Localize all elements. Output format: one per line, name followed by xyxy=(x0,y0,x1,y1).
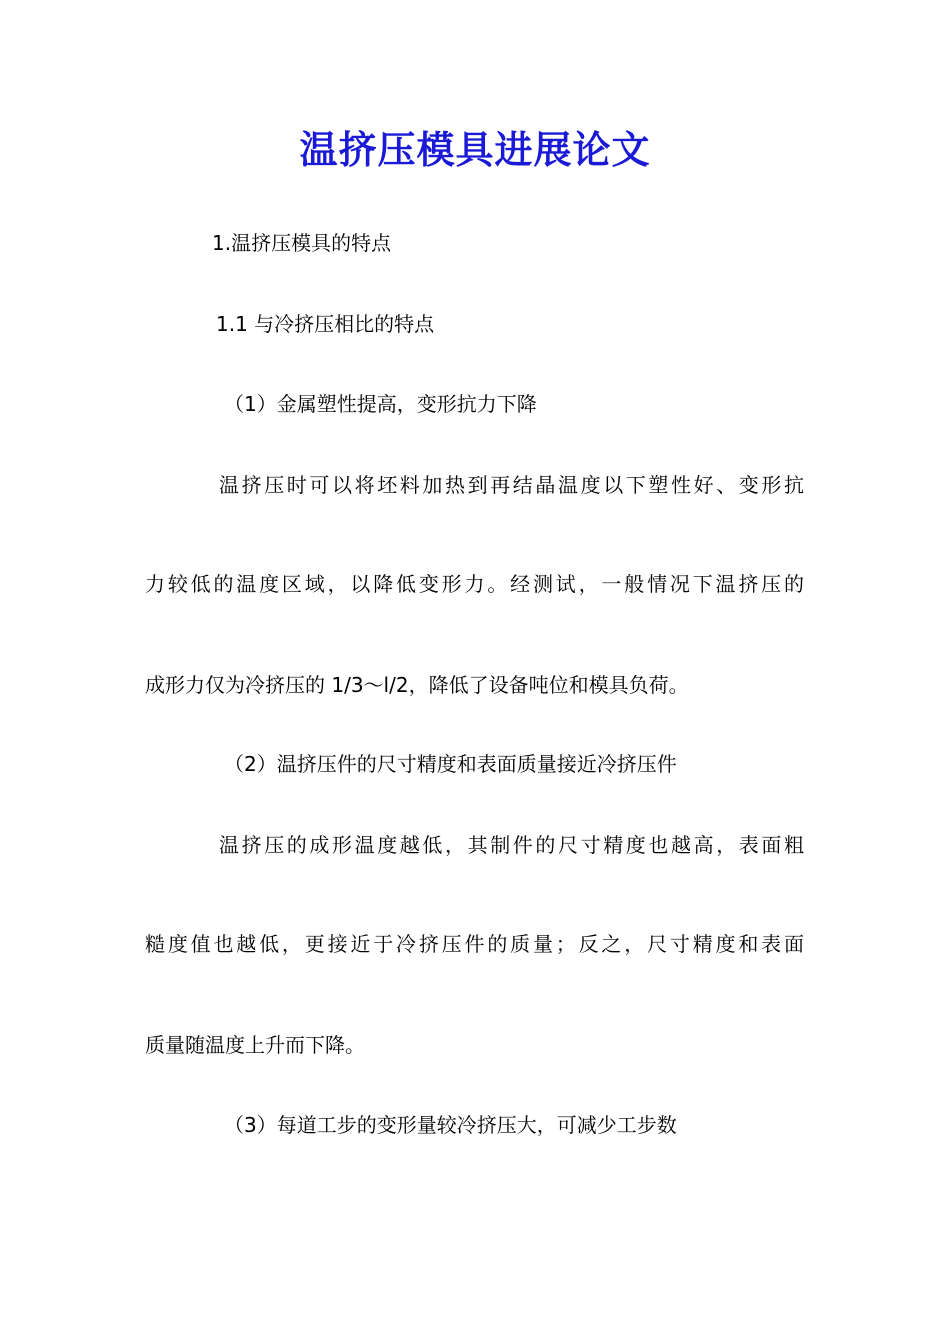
item-heading-1: （1）金属塑性提高，变形抗力下降 xyxy=(224,392,537,416)
item-heading-3: （3）每道工步的变形量较冷挤压大，可减少工步数 xyxy=(224,1113,677,1137)
section-heading-1: 1.温挤压模具的特点 xyxy=(212,231,392,255)
paragraph-line: 成形力仅为冷挤压的 1/3～l/2，降低了设备吨位和模具负荷。 xyxy=(145,673,689,697)
document-title: 温挤压模具进展论文 xyxy=(299,127,651,172)
paragraph-line: 力较低的温度区域，以降低变形力。经测试，一般情况下温挤压的 xyxy=(145,572,804,596)
paragraph-line: 温挤压的成形温度越低，其制件的尺寸精度也越高，表面粗 xyxy=(219,833,804,857)
section-heading-1-1: 1.1 与冷挤压相比的特点 xyxy=(216,312,435,336)
item-heading-2: （2）温挤压件的尺寸精度和表面质量接近冷挤压件 xyxy=(224,752,677,776)
paragraph-line: 温挤压时可以将坯料加热到再结晶温度以下塑性好、变形抗 xyxy=(219,473,804,497)
paragraph-line: 糙度值也越低，更接近于冷挤压件的质量；反之，尺寸精度和表面 xyxy=(145,932,804,956)
paragraph-line: 质量随温度上升而下降。 xyxy=(145,1033,365,1057)
